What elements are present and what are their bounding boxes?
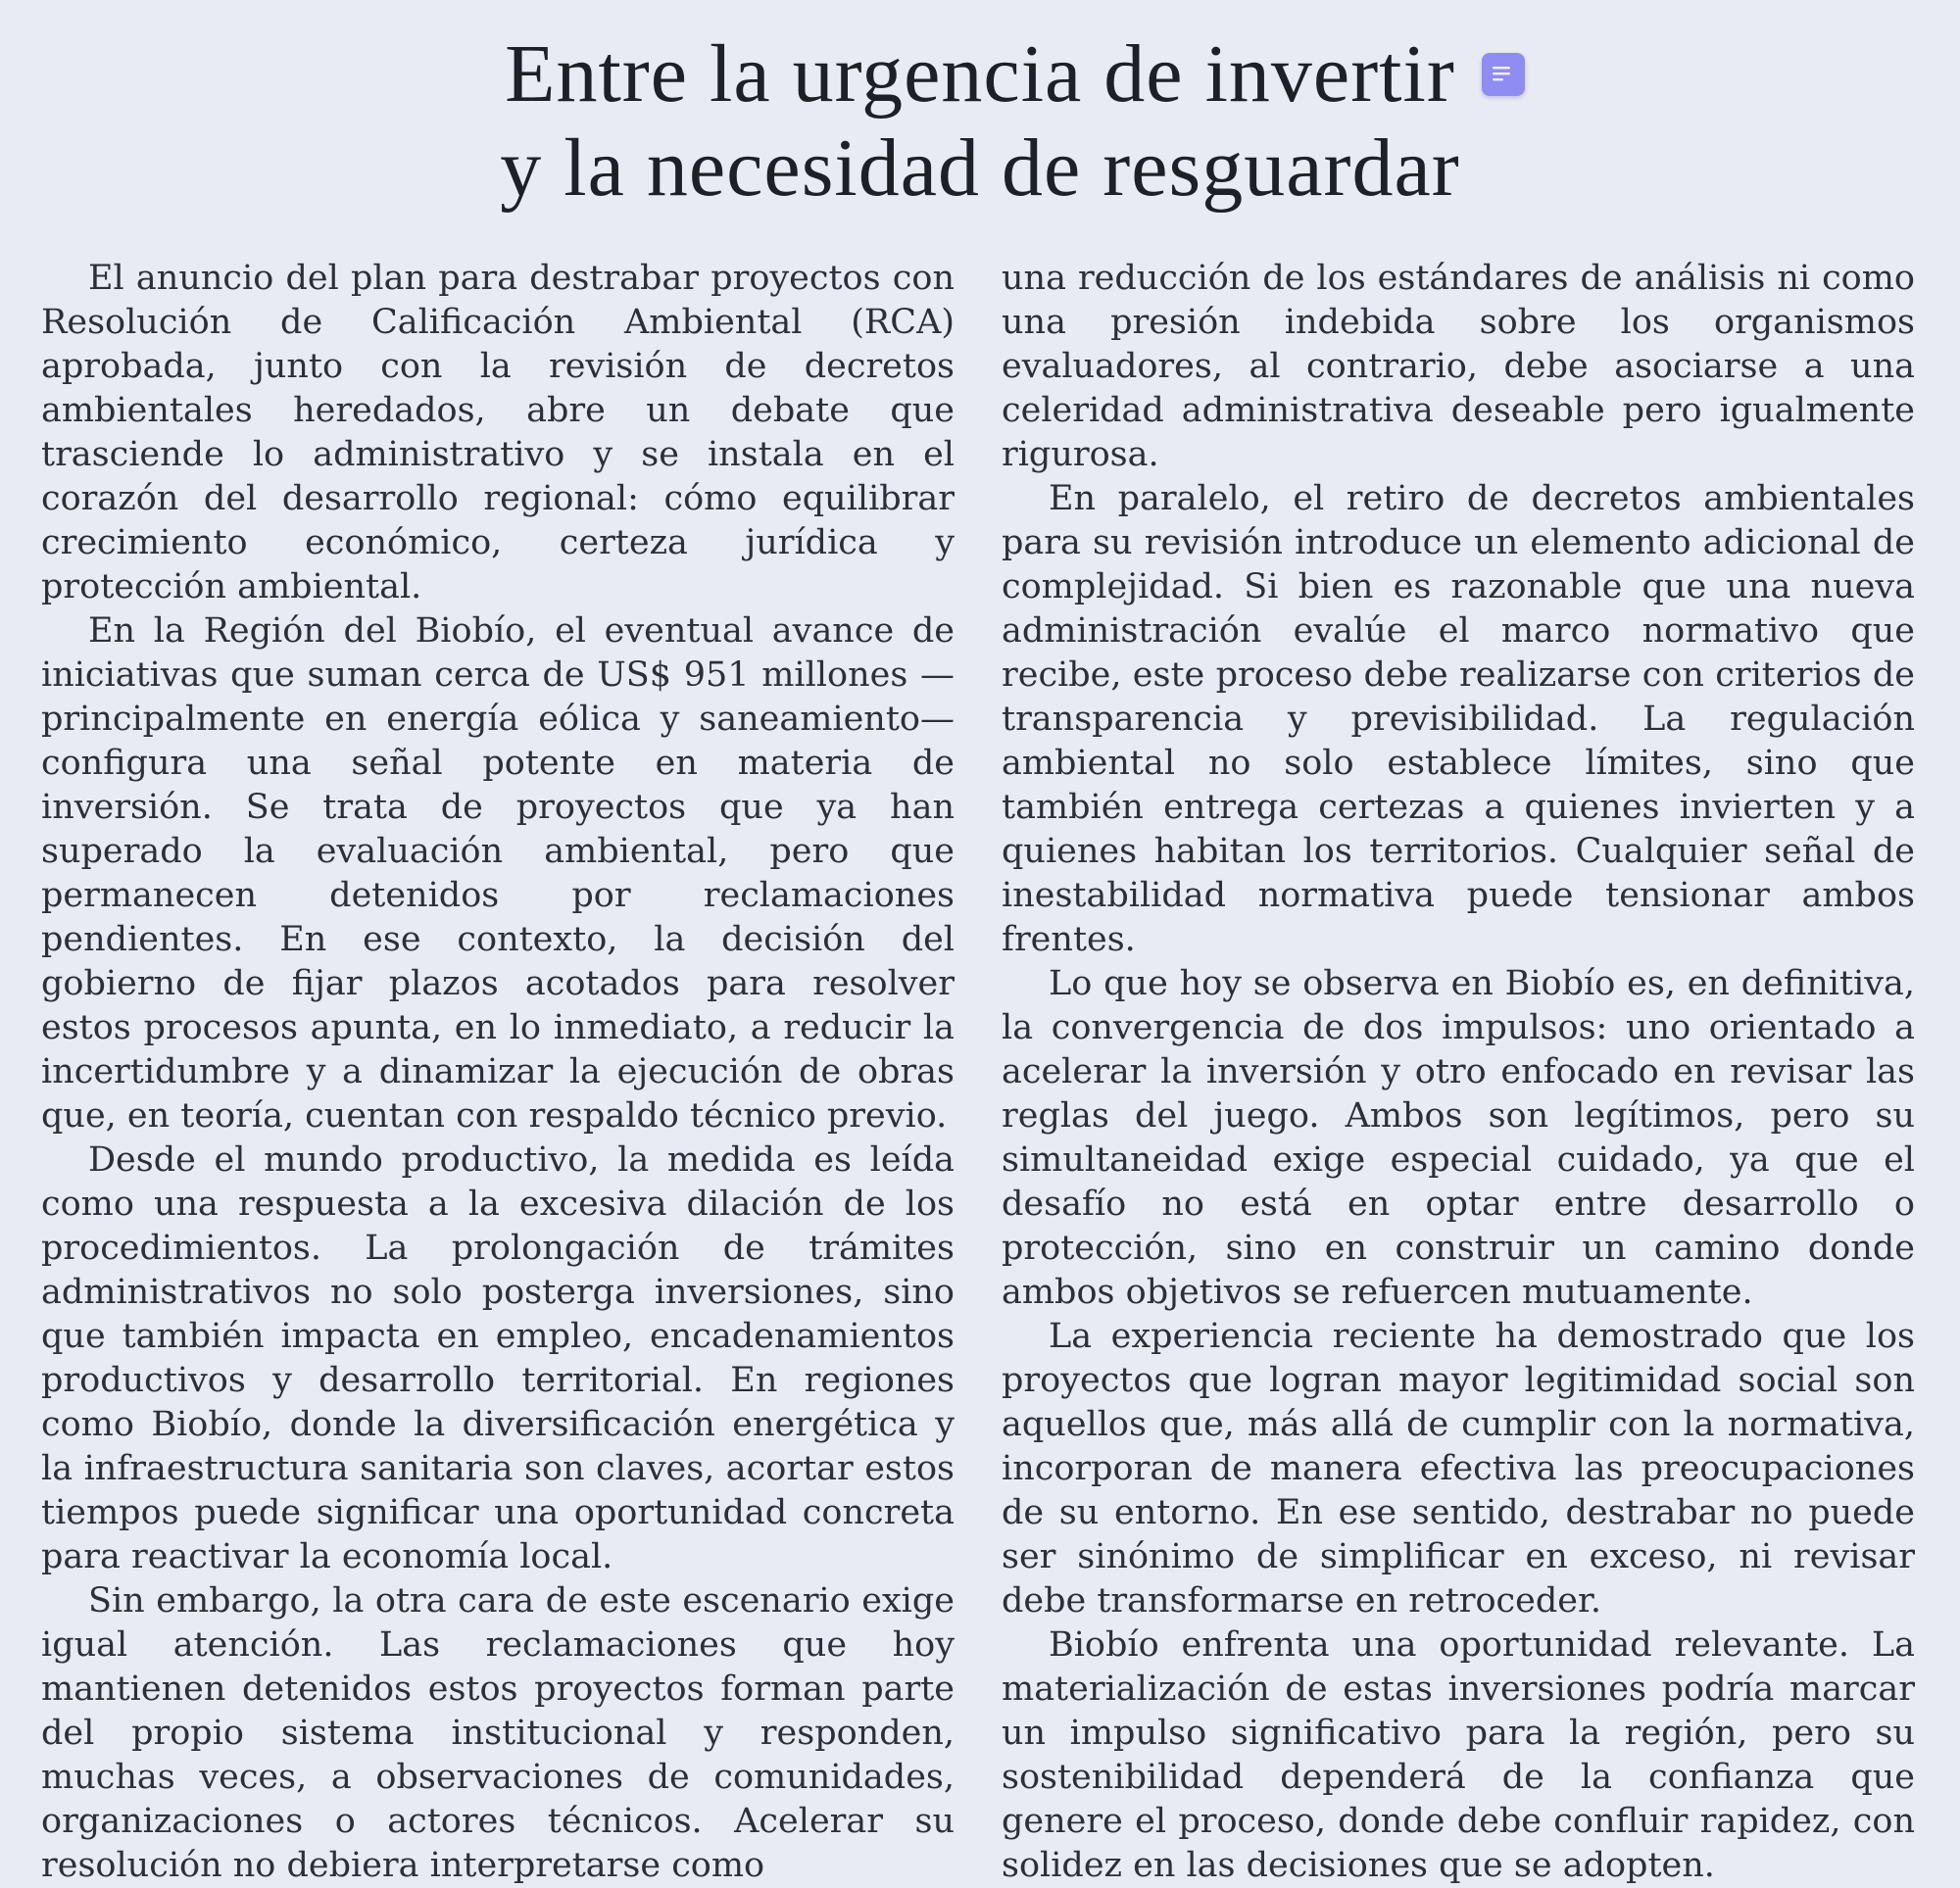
paragraph: Biobío enfrenta una oportunidad relevante. La materialización de estas inversiones podría marcar un impulso significativo para la región, pero su sostenibilidad dependerá de la confianza que genere el proceso, donde debe confluir rapidez, con solidez en las decisiones que se adopten.: [1002, 1625, 1915, 1885]
paragraph: El anuncio del plan para destrabar proyectos con Resolución de Calificación Ambiental (RCA) aprobada, junto con la revisión de decretos ambientales heredados, abre un debate que trasciende lo administrativo y se instala en el corazón del desarrollo regional: cómo equilibrar crecimiento económico, certeza jurídica y protección ambiental.: [41, 259, 955, 606]
paragraph: Lo que hoy se observa en Biobío es, en definitiva, la convergencia de dos impulsos: uno orientado a acelerar la inversión y otro enfocado en revisar las reglas del juego. Ambos son legítimos, pero su simultaneidad exige especial cuidado, ya que el desafío no está en optar entre desarrollo o protección, sino en construir un camino donde ambos objetivos se refuercen mutuamente.: [1002, 964, 1915, 1312]
paragraph: La experiencia reciente ha demostrado que los proyectos que logran mayor legitimidad social son aquellos que, más allá de cumplir con la normativa, incorporan de manera efectiva las preocupaciones de su entorno. En ese sentido, destrabar no puede ser sinónimo de simplificar en exceso, ni revisar debe transformarse en retroceder.: [1002, 1317, 1915, 1621]
article-column-left: [41, 257, 955, 1888]
paragraph: En paralelo, el retiro de decretos ambientales para su revisión introduce un elemento adicional de complejidad. Si bien es razonable que una nueva administración evalúe el marco normativo que recibe, este proceso debe realizarse con criterios de transparencia y previsibilidad. La regulación ambiental no solo establece límites, sino que también entrega certezas a quienes invierten y a quienes habitan los territorios. Cualquier señal de inestabilidad normativa puede tensionar ambos frentes.: [1002, 479, 1915, 959]
paragraph: Sin embargo, la otra cara de este escenario exige igual atención. Las reclamaciones que hoy mantienen detenidos estos proyectos forman parte del propio sistema institucional y responden, muchas veces, a observaciones de comunidades, organizaciones o actores técnicos. Acelerar su resolución no debiera interpretarse como: [41, 1581, 955, 1885]
article-column-right: [1002, 257, 1915, 1888]
headline-line-2: y la necesidad de resguardar: [500, 122, 1460, 214]
paragraph: En la Región del Biobío, el eventual avance de iniciativas que suman cerca de US$ 951 millones —principalmente en energía eólica y saneamiento— configura una señal potente en materia de inversión. Se trata de proyectos que ya han superado la evaluación ambiental, pero que permanecen detenidos por reclamaciones pendientes. En ese contexto, la decisión del gobierno de fijar plazos acotados para resolver estos procesos apunta, en lo inmediato, a reducir la incertidumbre y a dinamizar la ejecución de obras que, en teoría, cuentan con respaldo técnico previo.: [41, 611, 955, 1136]
note-comment-icon[interactable]: [1482, 53, 1525, 96]
paragraph: Desde el mundo productivo, la medida es leída como una respuesta a la excesiva dilación de los procedimientos. La prolongación de trámites administrativos no solo posterga inversiones, sino que también impacta en empleo, encadenamientos productivos y desarrollo territorial. En regiones como Biobío, donde la diversificación energética y la infraestructura sanitaria son claves, acortar estos tiempos puede significar una oportunidad concreta para reactivar la economía local.: [41, 1140, 955, 1576]
article-headline: [0, 27, 1960, 216]
note-lines-icon: [1491, 63, 1516, 86]
headline-line-1: Entre la urgencia de invertir: [505, 28, 1455, 120]
paragraph-continuation: una reducción de los estándares de análisis ni como una presión indebida sobre los organismos evaluadores, al contrario, debe asociarse a una celeridad administrativa deseable pero igualmente rigurosa.: [1002, 259, 1915, 474]
